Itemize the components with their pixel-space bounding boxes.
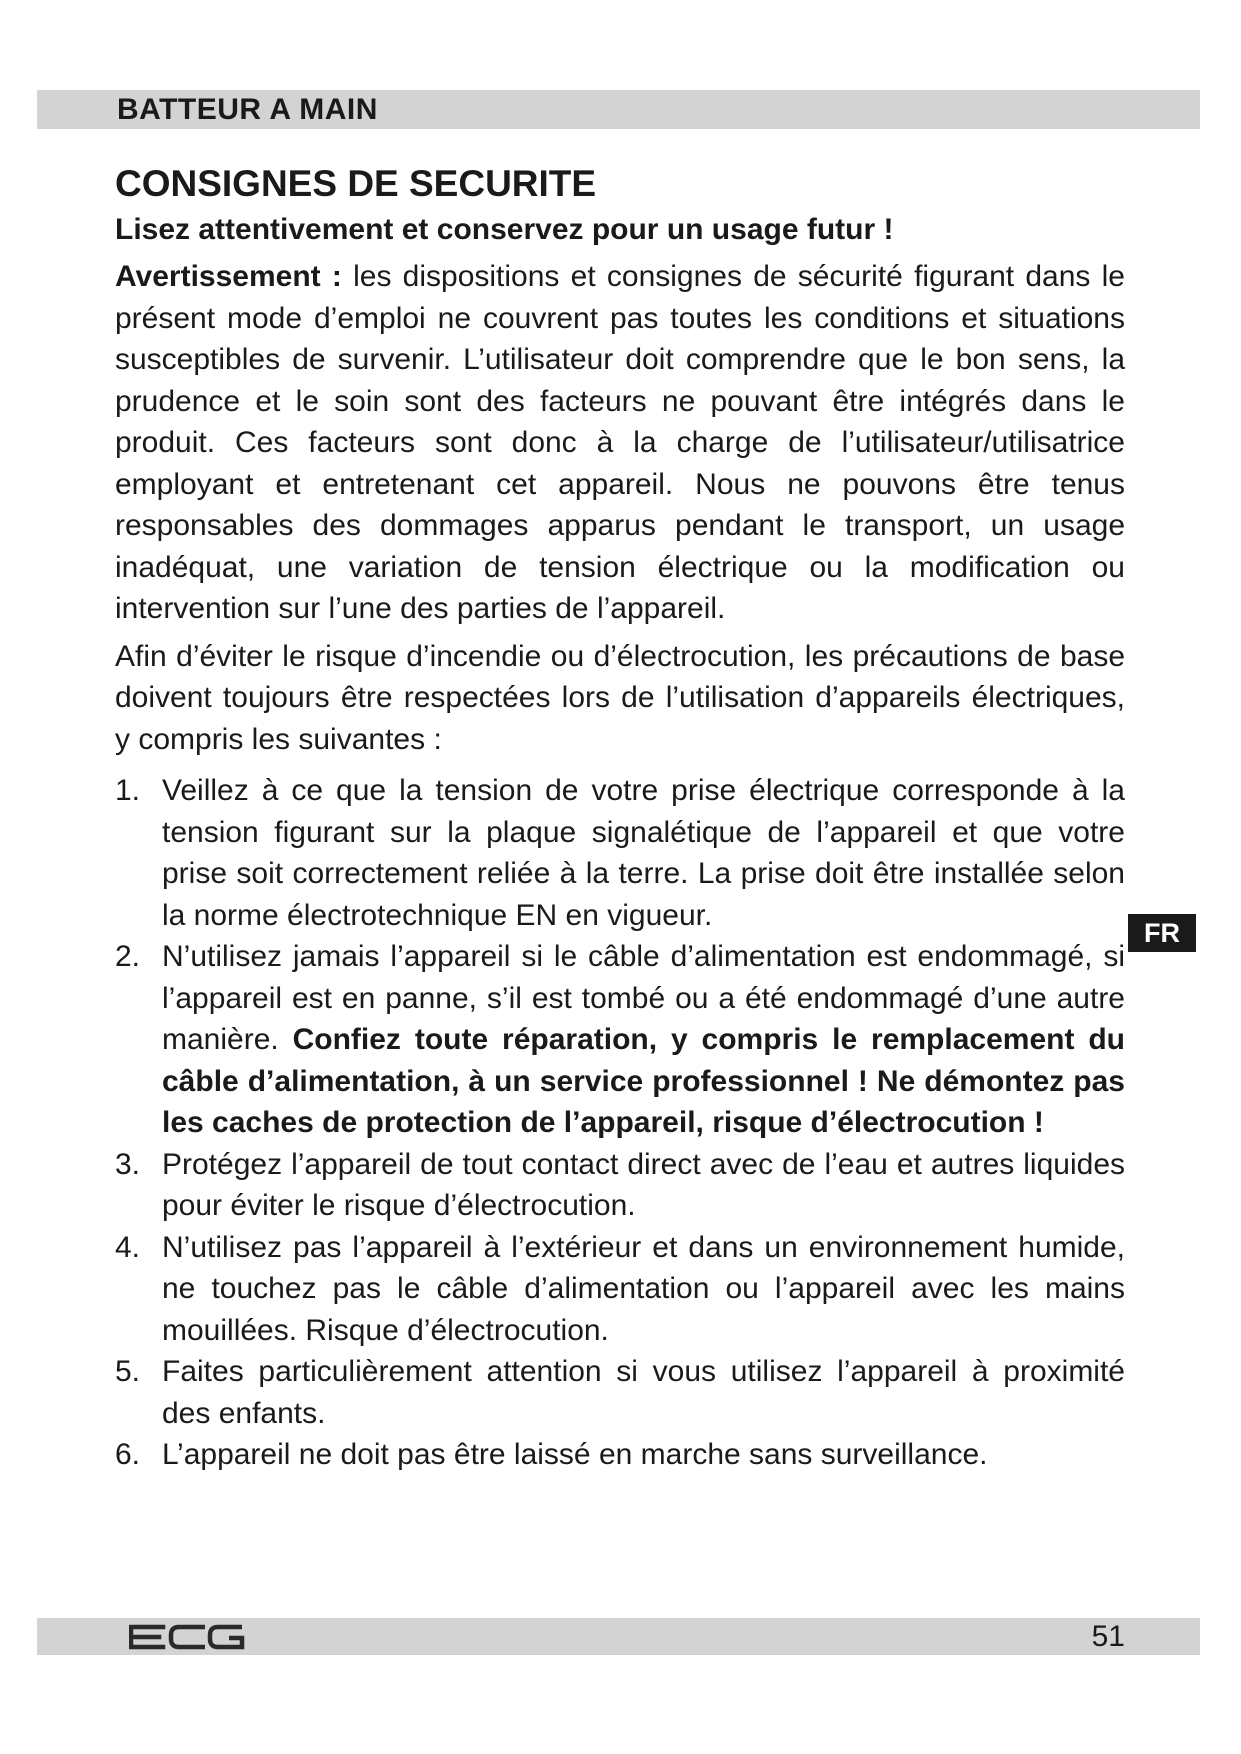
list-item-text: N’utilisez jamais l’appareil si le câble d’alimentation est endommagé, si l’appareil est en panne, s’il est tombé ou a été endommagé d’une autre manière.	[162, 940, 1125, 1056]
list-item	[115, 1227, 1125, 1352]
list-item	[115, 770, 1125, 936]
warning-paragraph	[115, 256, 1125, 630]
page-number: 51	[1091, 1620, 1125, 1653]
header-title: BATTEUR A MAIN	[117, 93, 378, 126]
list-item-number: 2.	[115, 940, 141, 973]
list-item-text: Faites particulièrement attention si vous utilisez l’appareil à proximité des enfants.	[162, 1355, 1125, 1430]
list-item-number: 5.	[115, 1355, 141, 1388]
list-item-number: 1.	[115, 774, 141, 807]
language-tab-fr: FR	[1128, 914, 1196, 952]
ecg-logo	[129, 1623, 245, 1656]
section-title: CONSIGNES DE SECURITE	[115, 163, 597, 204]
ecg-logo-icon	[129, 1623, 245, 1651]
list-item-number: 3.	[115, 1147, 141, 1181]
list-item	[115, 936, 1125, 1144]
warning-text: les dispositions et consignes de sécurité figurant dans le présent mode d’emploi ne couvrent pas toutes les conditions et situations susceptibles de survenir. L’utilisateur doit comprendre que le bon sens, la prudence et le soin sont des facteurs ne pouvant être intégrés dans le produit. Ces facteurs sont donc à la charge de l’utilisateur/utilisatrice employant et entretenant cet appareil. Nous ne pouvons être tenus responsables des dommages apparus pendant le transport, un usage inadéquat, une variation de tension électrique ou la modification ou intervention sur l’une des parties de l’appareil.	[115, 260, 1125, 625]
list-item-text: Protégez l’appareil de tout contact direct avec de l’eau et autres liquides pour éviter le risque d’électrocution.	[162, 1147, 1125, 1222]
list-item-number: 6.	[115, 1438, 141, 1471]
list-item	[115, 1434, 1125, 1476]
list-item-text: Veillez à ce que la tension de votre prise électrique corresponde à la tension figurant sur la plaque signalétique de l’appareil et que votre prise soit correctement reliée à la terre. La prise doit être installée selon la norme électrotechnique EN en vigueur.	[162, 774, 1125, 932]
list-item-text: N’utilisez pas l’appareil à l’extérieur et dans un environnement humide, ne touchez pas le câble d’alimentation ou l’appareil avec les mains mouillées. Risque d’électrocution.	[162, 1230, 1125, 1347]
safety-list	[115, 770, 1125, 1476]
header-bar	[37, 90, 1200, 129]
intro-paragraph: Afin d’éviter le risque d’incendie ou d’électrocution, les précautions de base doivent toujours être respectées lors de l’utilisation d’appareils électriques, y compris les suivantes :	[115, 639, 1125, 756]
main-content	[115, 162, 1125, 1476]
footer-bar	[37, 1618, 1200, 1655]
warning-label: Avertissement :	[115, 260, 342, 293]
list-item-text: L’appareil ne doit pas être laissé en marche sans surveillance.	[162, 1438, 988, 1471]
list-item	[115, 1144, 1125, 1227]
section-subtitle: Lisez attentivement et conservez pour un usage futur !	[115, 213, 894, 246]
list-item-number: 4.	[115, 1230, 141, 1264]
list-item-bold-text: Confiez toute réparation, y compris le remplacement du câble d’alimentation, à un service professionnel ! Ne démontez pas les caches de protection de l’appareil, risque d’électrocution !	[162, 1023, 1125, 1139]
list-item	[115, 1351, 1125, 1434]
